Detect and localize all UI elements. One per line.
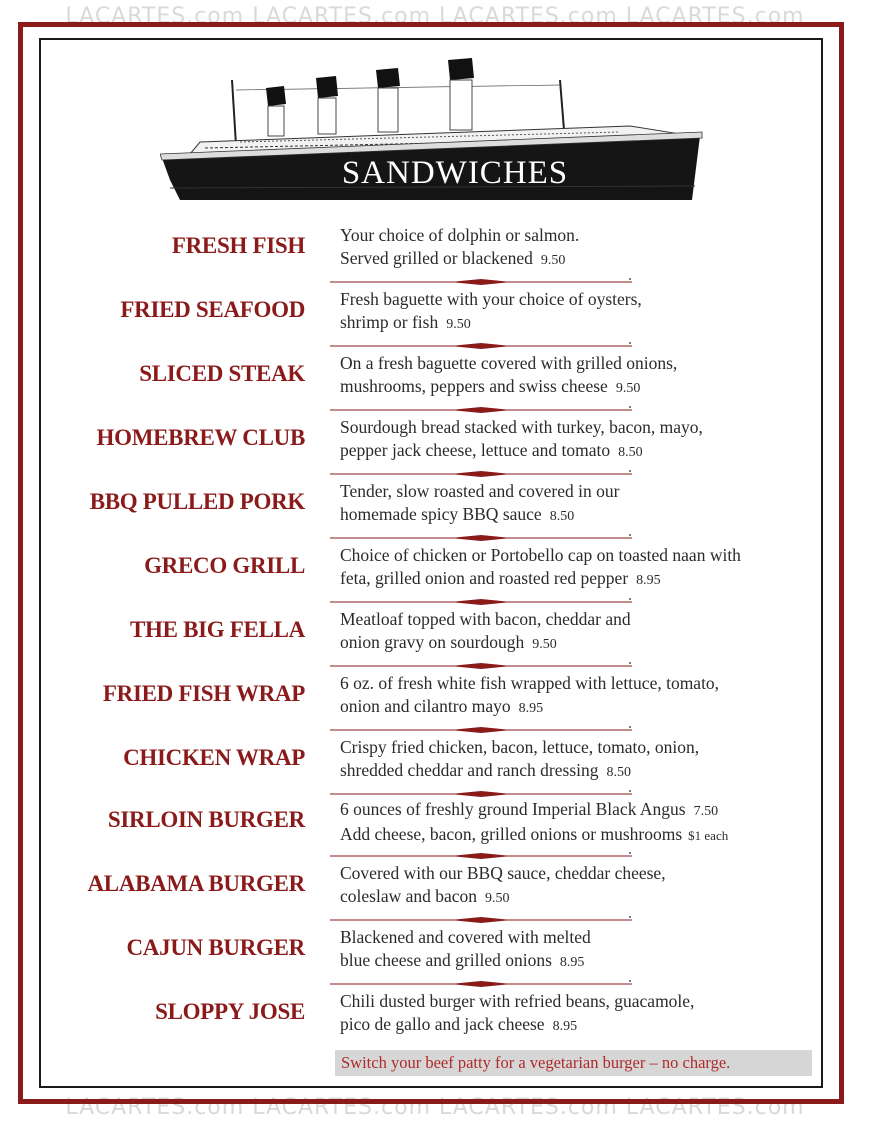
item-name: ALABAMA BURGER	[87, 871, 305, 896]
item-description-line: pico de gallo and jack cheese	[340, 1014, 545, 1034]
item-description	[340, 288, 800, 336]
item-description-line: Fresh baguette with your choice of oysters,	[340, 289, 642, 309]
item-price: 8.50	[618, 445, 643, 460]
menu-item	[40, 604, 830, 668]
item-description-line: shredded cheddar and ranch dressing	[340, 760, 599, 780]
menu-item	[40, 284, 830, 348]
item-price: 9.50	[446, 317, 471, 332]
menu-item	[40, 922, 830, 986]
item-price: 9.50	[615, 381, 641, 396]
item-name: FRESH FISH	[171, 233, 305, 258]
item-price: 7.50	[693, 804, 719, 819]
menu-item	[40, 858, 830, 922]
item-price: 8.95	[518, 701, 544, 716]
item-price: 8.50	[549, 509, 575, 524]
item-description	[340, 416, 800, 464]
item-name: GRECO GRILL	[144, 553, 305, 578]
item-name: THE BIG FELLA	[129, 617, 305, 642]
menu-item	[40, 476, 830, 540]
item-description-line: 6 oz. of fresh white fish wrapped with lettuce, tomato,	[340, 673, 720, 693]
item-description-line: Choice of chicken or Portobello cap on toasted naan with	[340, 545, 741, 565]
item-name: CHICKEN WRAP	[123, 745, 305, 770]
item-description	[340, 608, 800, 656]
menu-item	[40, 220, 830, 284]
item-description	[340, 862, 800, 910]
item-price: 8.95	[559, 955, 585, 970]
menu-item	[40, 732, 830, 796]
item-description-line: pepper jack cheese, lettuce and tomato	[340, 440, 611, 460]
item-description	[340, 544, 800, 592]
item-name: SLICED STEAK	[139, 361, 305, 386]
menu-item	[40, 412, 830, 476]
item-name: FRIED FISH WRAP	[102, 681, 305, 706]
item-description	[340, 480, 800, 528]
item-description	[340, 352, 800, 400]
item-description-line: Tender, slow roasted and covered in our	[340, 481, 620, 501]
menu-item	[40, 794, 830, 858]
section-title: SANDWICHES	[341, 155, 569, 191]
item-price: 8.95	[552, 1019, 578, 1034]
item-description-line: 6 ounces of freshly ground Imperial Black Angus	[340, 799, 686, 819]
item-description	[340, 736, 800, 784]
item-description-line: Sourdough bread stacked with turkey, bacon, mayo,	[340, 417, 703, 437]
item-price: 9.50	[540, 253, 566, 268]
item-description-line: Add cheese, bacon, grilled onions or mushrooms	[340, 824, 683, 844]
vegetarian-note: Switch your beef patty for a vegetarian burger – no charge.	[335, 1050, 812, 1076]
item-price: 9.50	[485, 891, 510, 906]
item-extra-price: $1 each	[688, 828, 729, 843]
item-description	[340, 926, 800, 974]
item-description	[340, 990, 800, 1038]
item-description-line: Chili dusted burger with refried beans, guacamole,	[340, 991, 695, 1011]
item-description-line: Meatloaf topped with bacon, cheddar and	[340, 609, 631, 629]
item-description-line: Crispy fried chicken, bacon, lettuce, tomato, onion,	[340, 737, 700, 757]
item-description-line: Covered with our BBQ sauce, cheddar cheese,	[340, 863, 666, 883]
item-description-line: Blackened and covered with melted	[340, 927, 591, 947]
menu-item	[40, 540, 830, 604]
item-name: CAJUN BURGER	[126, 935, 305, 960]
item-description	[340, 798, 800, 847]
item-name: FRIED SEAFOOD	[120, 297, 305, 322]
item-description-line: Your choice of dolphin or salmon.	[340, 225, 580, 245]
item-description	[340, 224, 800, 272]
item-description	[340, 672, 800, 720]
item-name: HOMEBREW CLUB	[96, 425, 305, 450]
item-description-line: coleslaw and bacon	[340, 886, 478, 906]
item-description-line: Served grilled or blackened	[340, 248, 533, 268]
watermark-bottom: LACARTES.com LACARTES.com LACARTES.com LACARTES.com	[65, 1095, 805, 1120]
item-name: BBQ PULLED PORK	[89, 489, 305, 514]
item-name: SLOPPY JOSE	[155, 999, 305, 1024]
menu-item	[40, 986, 830, 1050]
item-price: 8.50	[606, 765, 632, 780]
item-description-line: blue cheese and grilled onions	[340, 950, 552, 970]
item-description-line: mushrooms, peppers and swiss cheese	[340, 376, 608, 396]
item-description-line: feta, grilled onion and roasted red pepper	[340, 568, 629, 588]
item-description-line: homemade spicy BBQ sauce	[340, 504, 542, 524]
item-description-line: shrimp or fish	[340, 312, 439, 332]
item-price: 8.95	[636, 573, 661, 588]
menu-item	[40, 348, 830, 412]
item-description-line: onion gravy on sourdough	[340, 632, 525, 652]
watermark-top: LACARTES.com LACARTES.com LACARTES.com LACARTES.com	[65, 4, 805, 29]
item-description-line: On a fresh baguette covered with grilled onions,	[340, 353, 678, 373]
menu-item	[40, 668, 830, 732]
item-price: 9.50	[532, 637, 557, 652]
item-description-line: onion and cilantro mayo	[340, 696, 511, 716]
item-name: SIRLOIN BURGER	[107, 807, 305, 832]
